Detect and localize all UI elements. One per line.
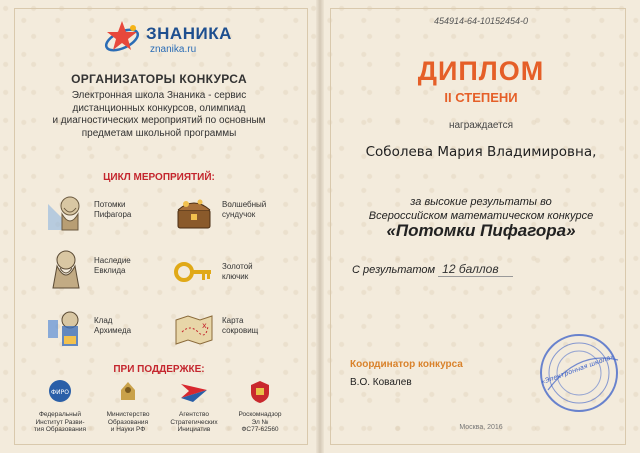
supporter-label-line: Министерство <box>106 411 150 418</box>
awarded-text: награждается <box>448 120 514 131</box>
support-title: ПРИ ПОДДЕРЖКЕ: <box>113 364 205 375</box>
reason-line: за высокие результаты во <box>410 196 552 208</box>
event-label-line: Наследие <box>94 256 131 265</box>
coordinator-name: В.О. Ковалев <box>350 377 412 388</box>
supporter-label-line: Образования <box>107 418 149 426</box>
supporter-label <box>26 411 94 434</box>
event-item <box>44 246 184 290</box>
treasure-map-icon <box>172 306 216 350</box>
event-item <box>172 190 312 234</box>
coordinator-title: Координатор конкурса <box>350 359 463 370</box>
reason-line: Всероссийском математическом конкурсе <box>368 210 594 222</box>
serial-number: 454914-64-10152454-0 <box>433 16 529 26</box>
result-label: С результатом <box>352 264 436 276</box>
supporter-label-line: ФС77-62560 <box>241 426 279 433</box>
firo-icon <box>45 378 75 404</box>
organizers-line: дистанционных конкурсов, олимпиад <box>72 102 246 114</box>
left-page <box>0 0 318 453</box>
event-label-line: Волшебный <box>222 200 267 209</box>
organizers-title: ОРГАНИЗАТОРЫ КОНКУРСА <box>71 72 247 86</box>
event-label-line: Золотой <box>222 262 253 271</box>
znanika-logo <box>102 18 252 58</box>
supporter-item <box>94 378 162 434</box>
supporter-label <box>226 411 294 434</box>
event-label <box>94 256 174 276</box>
contest-name: «Потомки Пифагора» <box>386 221 576 240</box>
event-label-line: Архимеда <box>94 326 132 335</box>
events-cycle-title: ЦИКЛ МЕРОПРИЯТИЙ: <box>103 172 215 183</box>
chest-icon <box>172 190 216 234</box>
supporter-item <box>26 378 94 434</box>
supporter-label-line: Эл № <box>251 418 269 426</box>
event-item <box>44 306 184 350</box>
right-page <box>322 0 640 453</box>
diploma-title: ДИПЛОМ <box>417 56 545 86</box>
result-line <box>352 262 513 276</box>
event-item <box>44 190 184 234</box>
pythagoras-icon <box>44 190 88 234</box>
svg-text:ФИРО: ФИРО <box>51 389 69 396</box>
logo-url: znanika.ru <box>150 44 197 55</box>
event-label <box>94 316 174 336</box>
ministry-icon <box>113 378 143 404</box>
supporter-label-line: Роскомнадзор <box>238 411 282 418</box>
asi-icon <box>179 378 209 404</box>
event-item <box>172 252 312 296</box>
supporter-item <box>226 378 294 434</box>
event-label-line: сокровищ <box>222 326 259 335</box>
golden-key-icon <box>172 252 216 296</box>
event-label-line: Потомки <box>94 200 126 209</box>
event-label-line: сундучок <box>222 210 256 219</box>
organizers-line: и диагностических мероприятий по основным <box>52 115 266 126</box>
supporter-label <box>160 411 228 434</box>
logo-name: ЗНАНИКА <box>146 24 232 43</box>
school-stamp-icon <box>536 330 622 416</box>
event-label <box>222 316 302 336</box>
supporter-item <box>160 378 228 434</box>
coat-of-arms-icon <box>245 378 275 404</box>
result-value: 12 баллов <box>438 262 512 277</box>
supporter-label-line: и Науки РФ <box>110 426 146 433</box>
archimedes-icon <box>44 306 88 350</box>
supporter-label-line: Институт Разви- <box>35 418 85 426</box>
organizers-line: Электронная школа Знаника - сервис <box>71 90 247 101</box>
event-label <box>222 262 302 282</box>
organizers-description <box>24 90 294 140</box>
event-label <box>222 200 302 220</box>
event-label-line: Карта <box>222 316 244 325</box>
euclid-icon <box>44 246 88 290</box>
event-label-line: Клад <box>94 316 113 325</box>
supporter-label-line: Агентство <box>179 411 209 418</box>
supporter-label-line: Федеральный <box>38 411 82 418</box>
city-year: Москва, 2016 <box>459 424 503 431</box>
event-label <box>94 200 174 220</box>
supporter-label-line: Инициатив <box>177 426 211 433</box>
supporter-label-line: тия Образования <box>33 426 87 433</box>
supporter-label-line: Стратегических <box>170 418 218 426</box>
event-label-line: ключик <box>222 272 249 281</box>
svg-text:x: x <box>202 321 207 330</box>
event-label-line: Евклида <box>94 266 126 275</box>
organizers-line: предметам школьной программы <box>81 127 237 139</box>
svg-text:«Электронная школа»: «Электронная школа» <box>540 352 616 387</box>
supporter-label <box>94 411 162 434</box>
znanika-star-icon <box>102 18 142 58</box>
event-label-line: Пифагора <box>94 210 132 219</box>
recipient-name: Соболева Мария Владимировна, <box>365 144 597 160</box>
event-item <box>172 306 312 350</box>
diploma-degree: II СТЕПЕНИ <box>444 90 518 105</box>
